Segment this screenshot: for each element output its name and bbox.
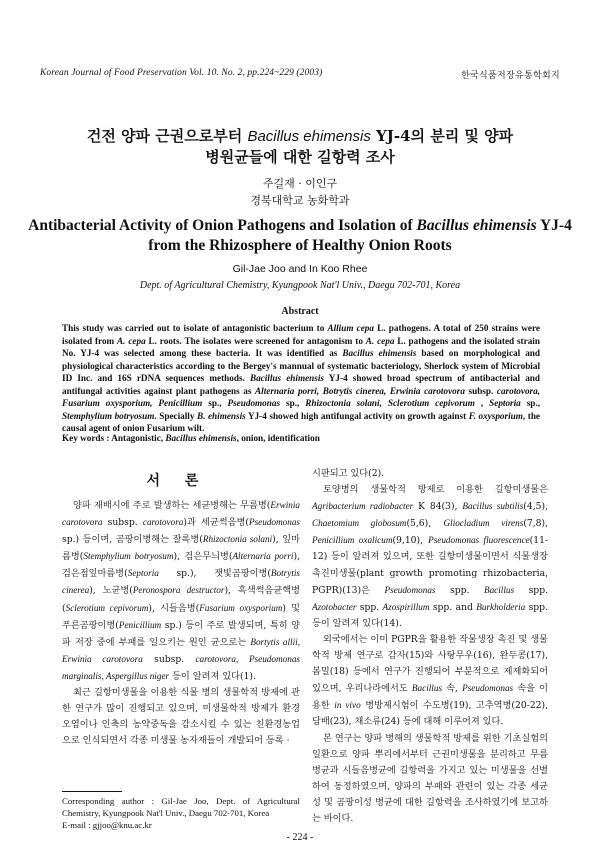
right-paragraph-1: [312, 482, 548, 632]
species-name: Azospirillum: [382, 601, 430, 612]
abstract-species: A. cepa: [117, 335, 146, 346]
english-authors: Gil-Jae Joo and In Koo Rhee: [232, 263, 368, 275]
abstract-text: YJ-4 showed broad spectrum of antibacterial and antifungal activities against plant pathogens as: [62, 373, 541, 396]
english-title: [0, 216, 600, 256]
species-name: Pseudomonas: [462, 683, 514, 694]
abstract-text: ,: [474, 398, 490, 408]
species-name: carotovora: [142, 517, 184, 528]
korean-affiliation: 경북대학교 농화학과: [250, 194, 350, 207]
body-text: sp.) 등이며, 곰팡이병해는 잘록병(: [62, 534, 203, 546]
korean-title-part: 건전 양파 근권으로부터: [86, 127, 248, 145]
abstract-text: subsp.: [464, 385, 497, 396]
abstract-species: Septoria: [489, 398, 521, 408]
species-name: Penicillium oxalicum: [312, 535, 393, 546]
species-name: Septoria: [127, 568, 159, 579]
abstract-species: Rhizoctonia solani, Sclerotium cepivorum: [305, 398, 475, 408]
species-name: Sclerotium cepivorum: [65, 602, 149, 613]
body-text: sp.), 잿빛곰팡이병(: [158, 568, 271, 580]
body-text: 토양병의 생물학적 방제로 이용한 길항미생물은: [323, 484, 548, 496]
korean-title: [0, 126, 600, 167]
body-text: 외국에서는 이미 PGPR을 활용한 작물생장 촉진 및 생물학적 방제 연구로 감자(15)와 사탕무우(16), 완두콩(17), 봄밀(18) 등에서 연구가 진행되어 부분적으로 제제화되어 있으며, 우리나라에서도: [312, 633, 548, 695]
body-text: (4,5),: [523, 501, 548, 513]
species-name: Bacillus: [483, 584, 515, 595]
species-name: Bortytis allii, Erwinia carotovora: [62, 636, 300, 664]
species-name: Pseudomonas: [248, 517, 301, 528]
species-name: Bacillus subtilis: [462, 501, 524, 512]
abstract-text: L. pathogens. A total of 250 strains were isolated from: [62, 323, 540, 346]
species-name: carotovora, Pseudomonas marginalis, Aspergillus niger: [62, 653, 300, 681]
species-name: Bacillus: [411, 683, 443, 694]
abstract-text: sp.,: [280, 398, 306, 408]
footnote-divider: [62, 791, 122, 792]
english-title-part: YJ-4: [536, 217, 572, 234]
corresponding-author: Corresponding author : Gil-Jae Joo, Dept. of Agricultural Chemistry, Kyungpook Nat'l Univ., Daegu 702-701, Korea: [62, 796, 300, 818]
species-name: Chaetomium globosum: [312, 518, 407, 529]
right-column: [312, 466, 548, 827]
correspondence-footnote: [62, 795, 300, 831]
english-title-line2: from the Rhizosphere of Healthy Onion Roots: [148, 237, 452, 254]
body-text: 속을 이용한: [312, 683, 549, 712]
abstract-species: Bacillus ehimensis: [249, 373, 324, 383]
body-text: ), 노균병(: [89, 585, 133, 597]
email-link[interactable]: E-mail : gjjoo@knu.ac.kr: [62, 820, 152, 830]
english-affiliation: Dept. of Agricultural Chemistry, Kyungpook Nat'l Univ., Daegu 702-701, Korea: [139, 280, 461, 291]
section-heading-introduction: 서 론: [146, 473, 209, 489]
korean-authors: 주길재 · 이인구: [262, 177, 338, 190]
society-header: 한국식품저장유통학회지: [461, 71, 560, 81]
body-text: )과 세균썩음병(: [183, 517, 249, 529]
abstract-heading: Abstract: [281, 306, 319, 317]
abstract-text: based on morphological and physiological characteristics according to the Bergey's mannual of systematic bacteriology, Sherlock system of Microbial ID Inc. and 16S rDNA sequences methods.: [62, 348, 541, 383]
abstract-species: A. cepa: [365, 335, 395, 346]
body-text: sp.) 등이 주로 발생되며, 특히 양파 저장 중에 부패를 일으키는 원인 균으로는: [62, 619, 300, 648]
species-name: Erwinia carotovora: [62, 500, 300, 528]
species-name: Penicillium: [118, 619, 162, 630]
keyword: Bacillus ehimensis: [165, 433, 237, 443]
species-name: Pseudomonas fluorescence: [428, 535, 530, 546]
abstract-species: carotovora, Fusarium oxysporium, Penicillium: [62, 385, 540, 408]
body-text: subsp.: [102, 517, 143, 529]
species-name: Rhizoctonia solani: [202, 534, 273, 545]
species-name: Stemphylium botryosum: [83, 551, 174, 562]
abstract-text: L. pathogens and the isolated strain No. YJ-4 was selected among these bacteria. It was identified as: [62, 335, 540, 358]
abstract-text: , the causal agent of onion Fusarium wilt.: [62, 410, 541, 433]
species-name: Fusarium oxysporium: [199, 602, 283, 613]
species-name: Burkholderia: [476, 601, 526, 612]
left-paragraph-2: 최근 길항미생물을 이용한 식물 병의 생물학적 방제에 관한 연구가 많이 진행되고 있으며, 미생물학적 방제가 환경 오염이나 인축의 농약중독을 감소시킬 수 있는 친환경농업으로 인식되면서 각종 미생물 농자재들이 개발되어 등록 ·: [62, 687, 300, 747]
abstract-text: This study was carried out to isolate of antagonistic bacterium to: [62, 323, 328, 333]
body-text: K 84(3),: [413, 501, 463, 513]
body-text: ), 흑색썩음균핵병(: [62, 585, 300, 614]
species-name: Agribacterium radiobacter: [312, 501, 414, 512]
english-title-part: Antibacterial Activity of Onion Pathogens and Isolation of: [28, 217, 417, 234]
body-text: 등이 알려져 있다(1).: [169, 670, 256, 682]
left-paragraph-1: [62, 497, 300, 685]
body-text: 속,: [442, 683, 463, 695]
body-text: spp.: [514, 584, 548, 596]
abstract-species: F. oxysporium: [468, 410, 523, 421]
korean-title-line2: 병원균들에 대한 길항력 조사: [205, 148, 395, 166]
abstract-species: Alternaria porri, Botrytis cinerea, Erwinia carotovora: [255, 385, 465, 396]
right-paragraph-0: 시판되고 있다(2).: [312, 468, 385, 479]
right-paragraph-3: 본 연구는 양파 병해의 생물학적 방제를 위한 기초실험의 일환으로 양파 뿌리에서부터 근권미생물을 분리하고 무름병균과 시들음병균에 길항력을 가지고 있는 미생물을 선별하여 동정하였으며, 양파의 부패와 관련이 있는 각종 세균성 및 곰팡이성 병균에 대한 길항력을 조사하였기에 보고하는 바이다.: [312, 732, 548, 824]
abstract-species: Bacillus ehimensis: [342, 348, 417, 358]
body-text: 병방제시험이 수도병(19), 고추역병(20-22), 담배(23), 채소류(24) 등에 대해 이루어져 있다.: [312, 700, 549, 728]
body-text: spp. 등이 알려져 있다(14).: [312, 601, 548, 629]
abstract-species: Stemphylium botryosum: [62, 410, 155, 421]
left-column: [62, 497, 300, 749]
right-paragraph-2: [312, 632, 548, 731]
body-text: ) 및 푸른곰팡이병(: [62, 602, 301, 631]
species-name: Botrytis cinerea: [62, 568, 300, 596]
abstract-text: sp.,: [202, 398, 228, 408]
keywords: [62, 433, 320, 443]
keyword: , onion, identification: [236, 433, 320, 443]
body-text: ), 검은무늬병(: [173, 551, 233, 563]
body-text: (11-12) 등이 알려져 있으며, 또한 길항미생물이면서 식물생장촉진미생물(plant growth promoting rhizobacteria, PGPR)(13)은: [312, 535, 549, 596]
korean-title-part: YJ-4의 분리 및 양파: [370, 127, 514, 145]
body-text: spp. and: [429, 601, 477, 613]
body-text: subsp.: [142, 653, 196, 665]
keywords-label: Key words :: [62, 433, 112, 443]
abstract-body: [62, 322, 540, 435]
body-text: 양파 재배시에 주로 발생하는 세균병해는 무름병(: [73, 500, 271, 511]
abstract-text: YJ-4 showed high antifungal activity on growth against: [245, 410, 469, 421]
body-text: ), 잎마름병(: [62, 534, 300, 563]
species-name: Peronospora destructor: [132, 585, 225, 596]
species-name: Alternaria porri: [232, 551, 294, 562]
body-text: (5,6),: [406, 518, 444, 530]
abstract-species: Allium cepa: [327, 323, 374, 333]
body-text: (9,10),: [392, 535, 429, 547]
species-name: in vivo: [334, 700, 361, 711]
page-number: - 224 -: [286, 832, 314, 843]
body-text: ), 시들음병(: [148, 602, 200, 614]
body-text: ), 검은점잎마름병(: [62, 551, 300, 580]
body-text: (7,8),: [523, 518, 549, 530]
abstract-text: L. roots. The isolates were screened for antagonism to: [145, 335, 366, 346]
journal-header: Korean Journal of Food Preservation Vol. 10. No. 2, pp.224~229 (2003): [40, 68, 323, 78]
abstract-species: B. ehimensis: [197, 410, 246, 421]
korean-title-species: Bacillus ehimensis: [247, 128, 371, 145]
abstract-species: Pseudomonas: [227, 398, 281, 408]
species-name: Azotobacter: [312, 601, 357, 612]
body-text: spp.: [435, 584, 484, 596]
species-name: Gliocladium virens: [443, 518, 524, 529]
abstract-text: sp.,: [520, 398, 541, 408]
keyword: Antagonistic,: [111, 433, 166, 443]
abstract-text: . Specially: [154, 410, 197, 421]
body-text: spp.: [356, 601, 383, 613]
species-name: Pseudomonas: [384, 584, 436, 595]
english-title-species: Bacillus ehimensis: [416, 217, 537, 234]
